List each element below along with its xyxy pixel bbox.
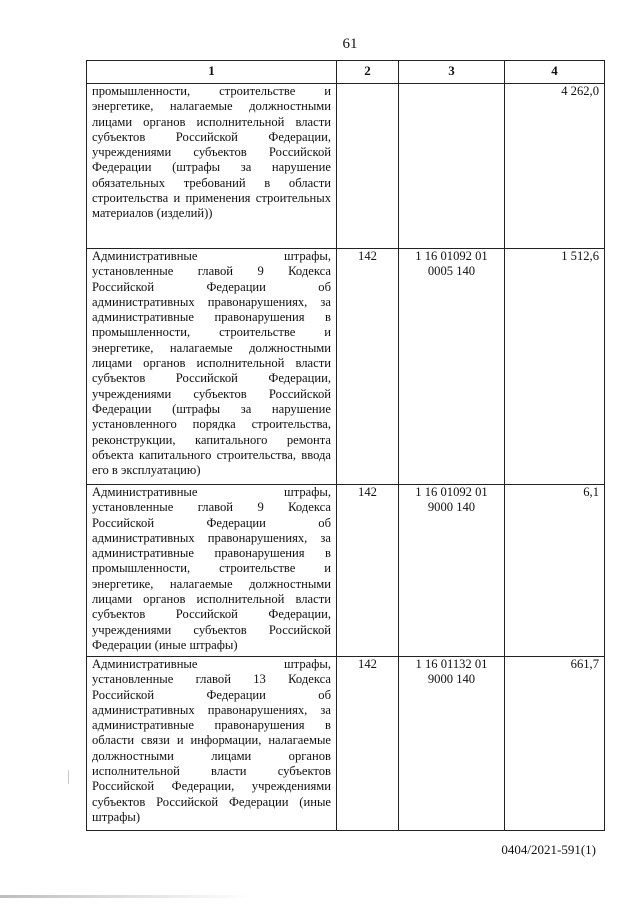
page-number: 61 [342,36,358,52]
revenue-name-cell: Административные штрафы, установленные главой 9 Кодекса Российской Федерации об административных правонарушениях, за административные правонарушения в промышленности, строительстве и энергетике, налагаемые должностными лицами органов исполнительной власти субъектов Российской Федерации, учреждениями субъектов Российской Федерации (иные штрафы) [87,485,337,657]
header-column-3: 3 [399,61,505,84]
table-row [87,485,605,657]
classification-code-cell: 1 16 01092 01 0005 140 [399,249,505,485]
amount-cell: 1 512,6 [505,249,605,485]
scan-mark [68,770,69,784]
classification-code-cell: 1 16 01092 01 9000 140 [399,485,505,657]
table-row [87,249,605,485]
amount-cell: 661,7 [505,657,605,831]
scan-artifact [0,895,250,898]
amount-cell: 4 262,0 [505,84,605,249]
header-column-2: 2 [337,61,399,84]
admin-code-cell: 142 [337,249,399,485]
classification-code-cell: 1 16 01132 01 9000 140 [399,657,505,831]
admin-code-cell: 142 [337,657,399,831]
table-header-row [87,61,605,84]
classification-code-cell [399,84,505,249]
revenue-table [86,60,605,831]
amount-cell: 6,1 [505,485,605,657]
table-row [87,657,605,831]
admin-code-cell [337,84,399,249]
revenue-name-cell: Административные штрафы, установленные главой 9 Кодекса Российской Федерации об административных правонарушениях, за административные правонарушения в промышленности, строительстве и энергетике, налагаемые должностными лицами органов исполнительной власти субъектов Российской Федерации, учреждениями субъектов Российской Федерации (штрафы за нарушение установленного порядка строительства, реконструкции, капитального ремонта объекта капитального строительства, ввода его в эксплуатацию) [87,249,337,485]
revenue-name-cell: промышленности, строительстве и энергетике, налагаемые должностными лицами органов исполнительной власти субъектов Российской Федерации, учреждениями субъектов Российской Федерации (штрафы за нарушение обязательных требований в области строительства и применения строительных материалов (изделий)) [87,84,337,249]
header-column-1: 1 [87,61,337,84]
document-number: 0404/2021-591(1) [501,842,596,857]
revenue-name-cell: Административные штрафы, установленные главой 13 Кодекса Российской Федерации об административных правонарушениях, за административные правонарушения в области связи и информации, налагаемые должностными лицами органов исполнительной власти субъектов Российской Федерации, учреждениями субъектов Российской Федерации (иные штрафы) [87,657,337,831]
table-row [87,84,605,249]
header-column-4: 4 [505,61,605,84]
admin-code-cell: 142 [337,485,399,657]
